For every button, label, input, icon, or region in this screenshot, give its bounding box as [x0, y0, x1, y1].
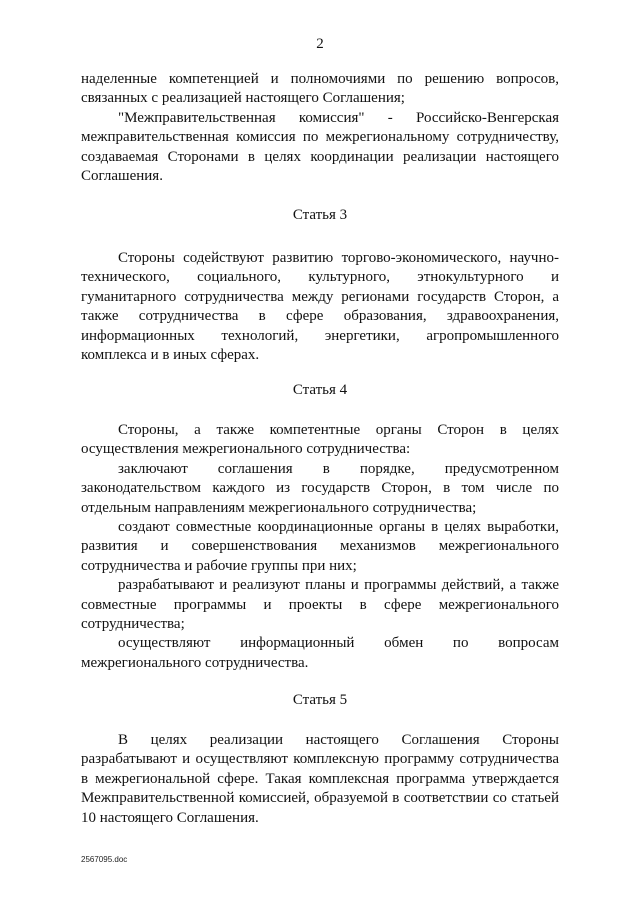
article-4-item-programs: разрабатывают и реализуют планы и программы действий, а также совместные программы и проекты в сфере межрегионального сотрудничества;	[81, 577, 559, 633]
article-4-body	[81, 421, 559, 673]
article-5-paragraph: В целях реализации настоящего Соглашения Стороны разрабатывают и осуществляют комплексную программу сотрудничества в межрегиональной сфере. Такая комплексная программа утверждается Межправительственной комиссией, образуемой в соответствии со статьей 10 настоящего Соглашения.	[81, 732, 559, 826]
article-4-title: Статья 4	[292, 382, 348, 398]
article-4-intro: Стороны, а также компетентные органы Сторон в целях осуществления межрегионального сотрудничества:	[81, 422, 559, 458]
article-5-heading-block	[81, 691, 559, 710]
definitions-block	[81, 70, 559, 186]
article-5-title: Статья 5	[292, 692, 348, 708]
definition-commission: "Межправительственная комиссия" - Российско-Венгерская межправительственная комиссия по межрегиональному сотрудничеству, создаваемая Сторонами в целях координации реализации настоящего Соглашения.	[81, 109, 559, 185]
page-number: 2	[316, 36, 324, 52]
article-4-heading-block	[81, 381, 559, 400]
article-3-body	[81, 249, 559, 365]
article-3-title: Статья 3	[292, 207, 348, 223]
article-4-item-agreements: заключают соглашения в порядке, предусмотренном законодательством каждого из государств Сторон, в том числе по отдельным направлениям межрегионального сотрудничества;	[81, 460, 559, 516]
article-3-paragraph: Стороны содействуют развитию торгово-экономического, научно-технического, социального, культурного, этнокультурного и гуманитарного сотрудничества между регионами государств Сторон, а также сотрудничества в сфере образования, здравоохранения, информационных технологий, энергетики, агропромышленного комплекса и в иных сферах.	[81, 250, 559, 364]
article-4-item-exchange: осуществляют информационный обмен по вопросам межрегионального сотрудничества.	[81, 635, 559, 671]
article-4-item-bodies: создают совместные координационные органы в целях выработки, развития и совершенствования механизмов межрегионального сотрудничества и рабочие группы при них;	[81, 519, 559, 574]
article-5-body	[81, 731, 559, 828]
article-3-heading-block	[81, 206, 559, 225]
definition-continuation: наделенные компетенцией и полномочиями по решению вопросов, связанных с реализацией настоящего Соглашения;	[81, 71, 559, 107]
document-filename: 2567095.doc	[81, 855, 128, 864]
